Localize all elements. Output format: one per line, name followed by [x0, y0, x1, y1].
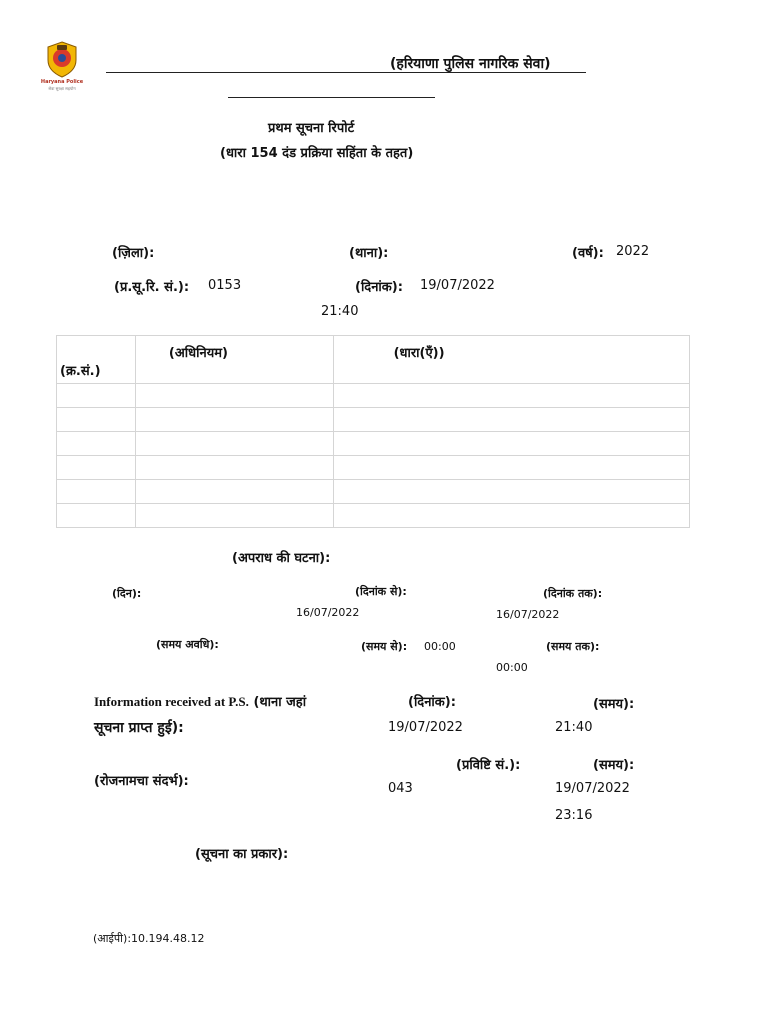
date-to-label: (दिनांक तक):: [543, 587, 603, 600]
time-from-label: (समय से):: [361, 640, 408, 653]
acts-sections-table: [56, 335, 690, 528]
diary-time-label: (समय):: [593, 758, 635, 773]
info-date-value: 19/07/2022: [388, 720, 463, 735]
diary-reference-label: (रोजनामचा संदर्भ):: [94, 774, 189, 789]
date-to-value: 16/07/2022: [496, 608, 560, 621]
col-serial-header: (क्र.सं.): [60, 364, 101, 379]
table-row: [57, 480, 690, 504]
entry-number-value: 043: [388, 781, 413, 796]
info-received-label-line2: सूचना प्राप्त हुई):: [94, 720, 184, 736]
year-label: (वर्ष):: [572, 246, 604, 261]
table-row: [57, 504, 690, 528]
table-row: [57, 456, 690, 480]
table-header-row: [57, 336, 690, 384]
station-label: (थाना):: [349, 246, 389, 261]
info-date-label: (दिनांक):: [408, 695, 456, 710]
info-time-value: 21:40: [555, 720, 593, 735]
haryana-police-logo: [38, 40, 86, 98]
date-from-label: (दिनांक से):: [355, 585, 407, 598]
info-received-label: [94, 692, 306, 710]
col-act-header: (अधिनियम): [168, 346, 228, 361]
info-type-label: (सूचना का प्रकार):: [195, 847, 289, 862]
year-value: 2022: [616, 244, 650, 259]
police-emblem-icon: [45, 40, 79, 78]
time-to-label: (समय तक):: [546, 640, 600, 653]
report-title: प्रथम सूचना रिपोर्ट: [268, 121, 355, 136]
time-to-value: 00:00: [496, 661, 528, 674]
fir-time-value: 21:40: [321, 304, 359, 319]
fir-date-label: (दिनांक):: [355, 280, 403, 295]
fir-number-label: (प्र.सू.रि. सं.):: [114, 280, 190, 295]
info-time-label: (समय):: [593, 697, 635, 712]
org-name: (हरियाणा पुलिस नागरिक सेवा): [390, 56, 551, 72]
time-from-value: 00:00: [424, 640, 456, 653]
entry-number-label: (प्रविष्टि सं.):: [456, 758, 521, 773]
diary-date-value: 19/07/2022: [555, 781, 630, 796]
info-received-label-en: Information received at P.S.: [94, 694, 249, 709]
occurrence-heading: (अपराध की घटना):: [232, 551, 331, 566]
ip-address: (आईपी):10.194.48.12: [93, 932, 205, 945]
fir-number-value: 0153: [208, 278, 242, 293]
fir-date-value: 19/07/2022: [420, 278, 495, 293]
table-row: [57, 432, 690, 456]
table-row: [57, 384, 690, 408]
sub-underline: [228, 97, 435, 98]
logo-caption: Haryana Police: [40, 79, 84, 85]
info-received-label-hi: (थाना जहां: [253, 695, 307, 710]
day-label: (दिन):: [112, 587, 142, 600]
logo-tagline: सेवा सुरक्षा सहयोग: [48, 86, 76, 91]
col-sections-header: (धारा(एँ)): [393, 346, 445, 361]
date-from-value: 16/07/2022: [296, 606, 360, 619]
district-label: (ज़िला):: [112, 246, 155, 261]
table-row: [57, 408, 690, 432]
diary-time-value: 23:16: [555, 808, 593, 823]
report-subtitle: (धारा 154 दंड प्रक्रिया सहिंता के तहत): [220, 146, 414, 161]
time-period-label: (समय अवधि):: [156, 638, 219, 651]
